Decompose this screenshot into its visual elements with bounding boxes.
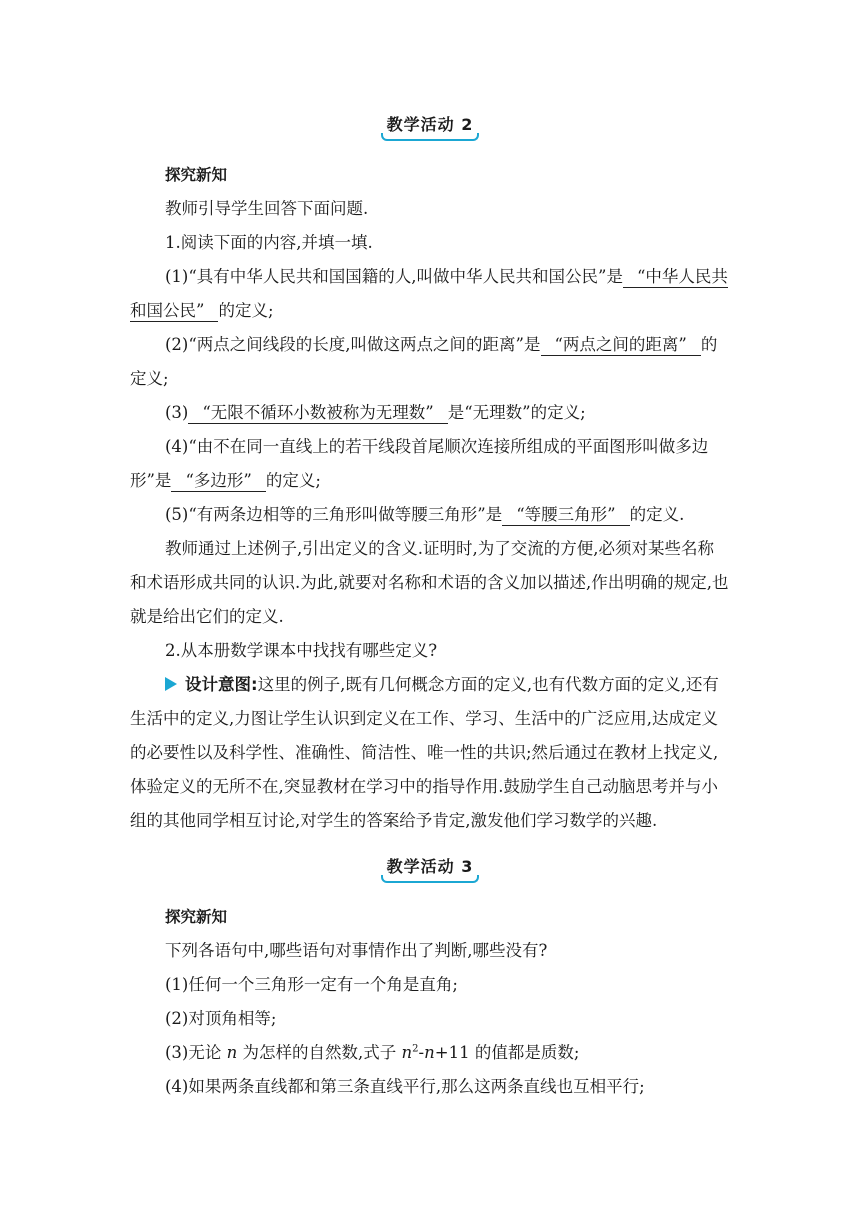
question-2: 2.从本册数学课本中找找有哪些定义? [165,641,438,660]
activity-3-intro: 下列各语句中,哪些语句对事情作出了判断,哪些没有? [165,941,548,960]
statement-2: (2)对顶角相等; [165,1009,277,1028]
design-intent-label: 设计意图: [185,675,258,694]
question-1: 1.阅读下面的内容,并填一填. [165,233,373,252]
answer-4: “多边形” [171,471,265,492]
item-5: (5)“有两条边相等的三角形叫做等腰三角形”是 “等腰三角形” 的定义. [165,505,685,524]
activity-3-section: 探究新知 [165,908,228,926]
activity-3-heading: 教学活动 3 [130,850,730,884]
item-4: (4)“由不在同一直线上的若干线段首尾顺次连接所组成的平面图形叫做多边形”是 “多边形” 的定义; [130,437,709,490]
item-2: (2)“两点之间线段的长度,叫做这两点之间的距离”是 “两点之间的距离” 的定义; [130,335,718,388]
statement-3: (3)无论 n 为怎样的自然数,式子 $n^2-n+11$ 的值都是质数; [165,1043,580,1062]
statement-1: (1)任何一个三角形一定有一个角是直角; [165,975,458,994]
activity-2-intro: 教师引导学生回答下面问题. [165,199,369,218]
item-3: (3) “无限不循环小数被称为无理数” 是“无理数”的定义; [165,403,586,422]
statement-4: (4)如果两条直线都和第三条直线平行,那么这两条直线也互相平行; [165,1077,645,1096]
answer-1: “中华人民共和国公民” [130,267,728,320]
answer-3: “无限不循环小数被称为无理数” [188,403,447,424]
design-intent [130,668,730,838]
item-1: (1)“具有中华人民共和国国籍的人,叫做中华人民共和国公民”是 “中华人民共和国公民” 的定义; [130,267,728,320]
answer-5: “等腰三角形” [502,505,629,526]
activity-2-heading: 教学活动 2 [130,108,730,142]
page-content [130,108,730,1104]
activity-2-section: 探究新知 [165,166,228,184]
design-intent-text: 这里的例子,既有几何概念方面的定义,也有代数方面的定义,还有生活中的定义,力图让学生认识到定义在工作、学习、生活中的广泛应用,达成定义的必要性以及科学性、准确性、简洁性、唯一性的共识;然后通过在教材上找定义,体验定义的无所不在,突显教材在学习中的指导作用.鼓励学生自己动脑思考并与小组的其他同学相互讨论,对学生的答案给予肯定,激发他们学习数学的兴趣. [130,675,719,830]
explanation: 教师通过上述例子,引出定义的含义.证明时,为了交流的方便,必须对某些名称和术语形成共同的认识.为此,就要对名称和术语的含义加以描述,作出明确的规定,也就是给出它们的定义. [130,539,729,626]
triangle-marker-icon [165,677,177,691]
answer-2: “两点之间的距离” [541,335,701,356]
